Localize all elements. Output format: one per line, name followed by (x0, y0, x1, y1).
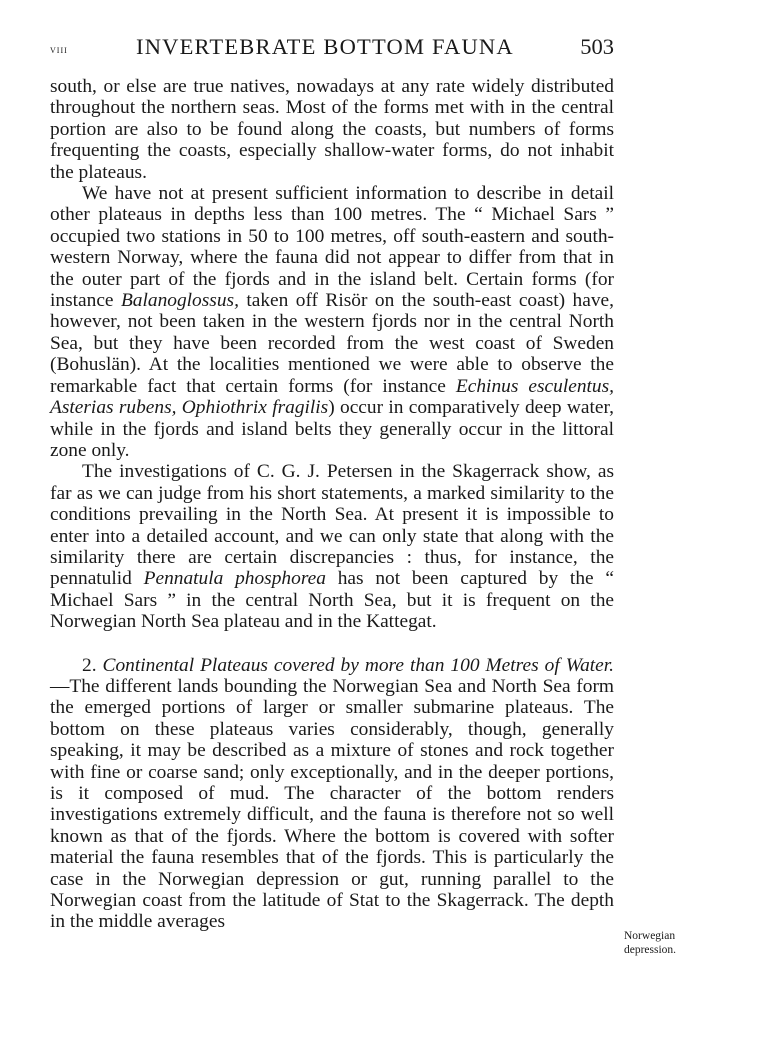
paragraph-4-text: —The different lands bounding the Norwegian Sea and North Sea form the emerged portions of larger or smaller submarine plateaus. The bottom on these plateaus varies considerably, though, generally speaking, it may be described as a mixture of stones and rock together with fine or coarse sand; only exceptionally, and in the deeper portions, is it composed of mud. The character of the bottom renders investigations extremely difficult, and the fauna is therefore not so well known as that of the fjords. Where the bottom is covered with softer material the fauna resembles that of the fjords. This is particularly the case in the Norwegian depression or gut, running parallel to the Norwegian coast from the latitude of Stat to the Skagerrack. The depth in the middle averages (50, 675, 614, 933)
paragraph-3-text-b: has not been captured by the “ Michael Sars ” in the central North Sea, but it is frequent on the Norwegian North Sea plateau and in the Kattegat. (50, 568, 614, 633)
margin-note-line-1: Norwegian (624, 930, 676, 942)
page-number: 503 (580, 34, 614, 59)
section-heading: Continental Plateaus covered by more than 100 Metres of Water. (102, 654, 614, 676)
page-header (50, 30, 614, 62)
paragraph-1-text: south, or else are true natives, nowadays at any rate widely distributed throughout the northern seas. Most of the forms met with in the central portion are also to be found along the coasts, but numbers of forms frequenting the coasts, especially shallow-water forms, do not inhabit the plateaus. (50, 76, 614, 183)
paragraph-4 (50, 655, 614, 933)
paragraph-2 (50, 183, 614, 461)
body-text (50, 76, 614, 933)
paragraph-3 (50, 461, 614, 632)
running-title: INVERTEBRATE BOTTOM FAUNA (136, 34, 514, 59)
taxon-balanoglossus: Balanoglossus, (120, 290, 239, 312)
paragraph-2-text-b: taken off Risör on the south-east coast) have, however, not been taken in the western fjords nor in the central North Sea, but they have been recorded from the west coast of Sweden (Bohuslän). At the localities mentioned we were able to observe the remarkable fact that certain forms (for instance (50, 290, 614, 397)
paragraph-2-text-c: ) occur in comparatively deep water, while in the fjords and island belts they generally occur in the littoral zone only. (50, 397, 614, 461)
margin-note (624, 929, 704, 957)
margin-note-line-2: depression. (624, 944, 677, 956)
section-number: 2. (82, 654, 103, 676)
taxon-list-echinus: Echinus esculentus, Asterias rubens, Ophiothrix fragilis (50, 375, 614, 419)
folio-roman: viii (50, 44, 68, 56)
paragraph-1 (50, 76, 614, 183)
paragraph-3-text-a: The investigations of C. G. J. Petersen in the Skagerrack show, as far as we can judge from his short statements, a marked similarity to the conditions prevailing in the North Sea. At present it is impossible to enter into a detailed account, and we can only state that along with the similarity there are certain discrepancies : thus, for instance, the pennatulid (50, 461, 614, 590)
paragraph-2-text-a: We have not at present sufficient information to describe in detail other plateaus in depths less than 100 metres. The “ Michael Sars ” occupied two stations in 50 to 100 metres, off south-eastern and south-western Norway, where the fauna did not appear to differ from that in the outer part of the fjords and in the island belt. Certain forms (for instance (50, 183, 614, 312)
taxon-pennatula: Pennatula phosphorea (143, 568, 326, 590)
